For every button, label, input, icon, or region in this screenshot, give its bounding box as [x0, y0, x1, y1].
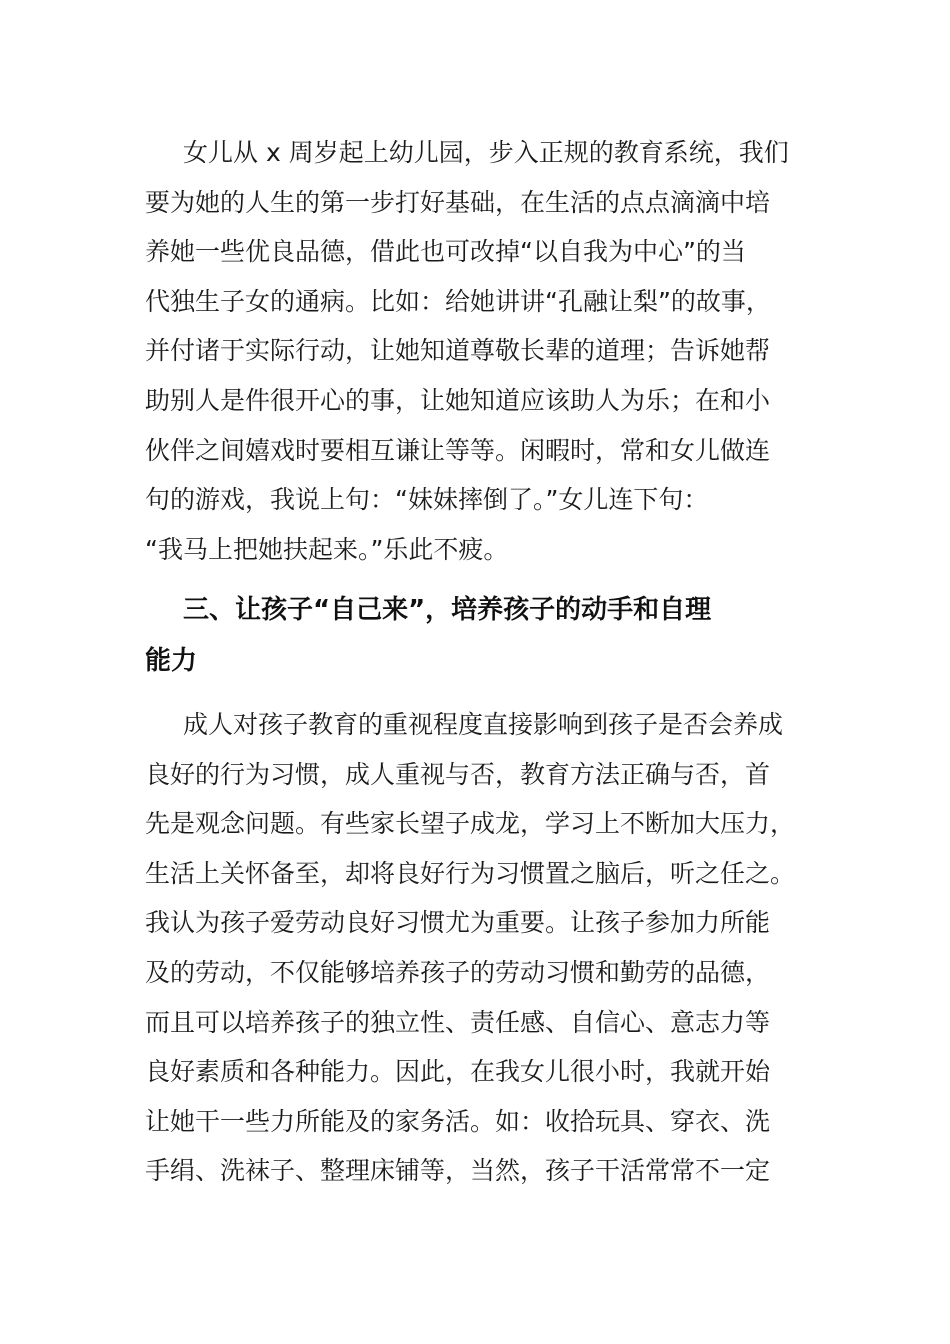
text-line: 先是观念问题。有些家长望子成龙，学习上不断加大压力， — [145, 809, 796, 839]
paragraph-girl-kindergarten — [145, 128, 805, 574]
text-line: 我认为孩子爱劳动良好习惯尤为重要。让孩子参加力所能 — [145, 908, 771, 938]
text-line: 伙伴之间嬉戏时要相互谦让等等。闲暇时，常和女儿做连 — [145, 435, 771, 465]
text-line: 生活上关怀备至，却将良好行为习惯置之脑后，听之任之。 — [145, 858, 796, 888]
text-line: 助别人是件很开心的事，让她知道应该助人为乐；在和小 — [145, 385, 771, 415]
text-line: 成人对孩子教育的重视程度直接影响到孩子是否会养成 — [183, 710, 784, 739]
text-line: 句的游戏，我说上句：“妹妹摔倒了。”女儿连下句： — [145, 485, 709, 515]
text-line: 手绢、洗袜子、整理床铺等，当然，孩子干活常常不一定 — [145, 1156, 771, 1186]
text-line: 要为她的人生的第一步打好基础，在生活的点点滴滴中培 — [145, 187, 771, 217]
heading-line: 三、让孩子“自己来”，培养孩子的动手和自理 — [183, 595, 712, 625]
text-line: 让她干一些力所能及的家务活。如：收拾玩具、穿衣、洗 — [145, 1106, 771, 1136]
text-line: 代独生子女的通病。比如：给她讲讲“孔融让梨”的故事， — [145, 286, 771, 316]
text-line: 及的劳动，不仅能够培养孩子的劳动习惯和勤劳的品德， — [145, 957, 771, 987]
text-line: 良好的行为习惯，成人重视与否，教育方法正确与否，首 — [145, 759, 771, 789]
text-line: 而且可以培养孩子的独立性、责任感、自信心、意志力等 — [145, 1007, 771, 1037]
text-line: 养她一些优良品德，借此也可改掉“以自我为中心”的当 — [145, 237, 746, 267]
text-line: 良好素质和各种能力。因此，在我女儿很小时，我就开始 — [145, 1057, 771, 1087]
text-line: “我马上把她扶起来。”乐此不疲。 — [145, 534, 509, 564]
text-line: 女儿从 x 周岁起上幼儿园，步入正规的教育系统，我们 — [183, 138, 789, 167]
section-heading-3 — [145, 585, 805, 687]
paragraph-child-labor-habits — [145, 700, 805, 1196]
text-line: 并付诸于实际行动，让她知道尊敬长辈的道理；告诉她帮 — [145, 336, 771, 366]
heading-line: 能力 — [145, 646, 198, 676]
